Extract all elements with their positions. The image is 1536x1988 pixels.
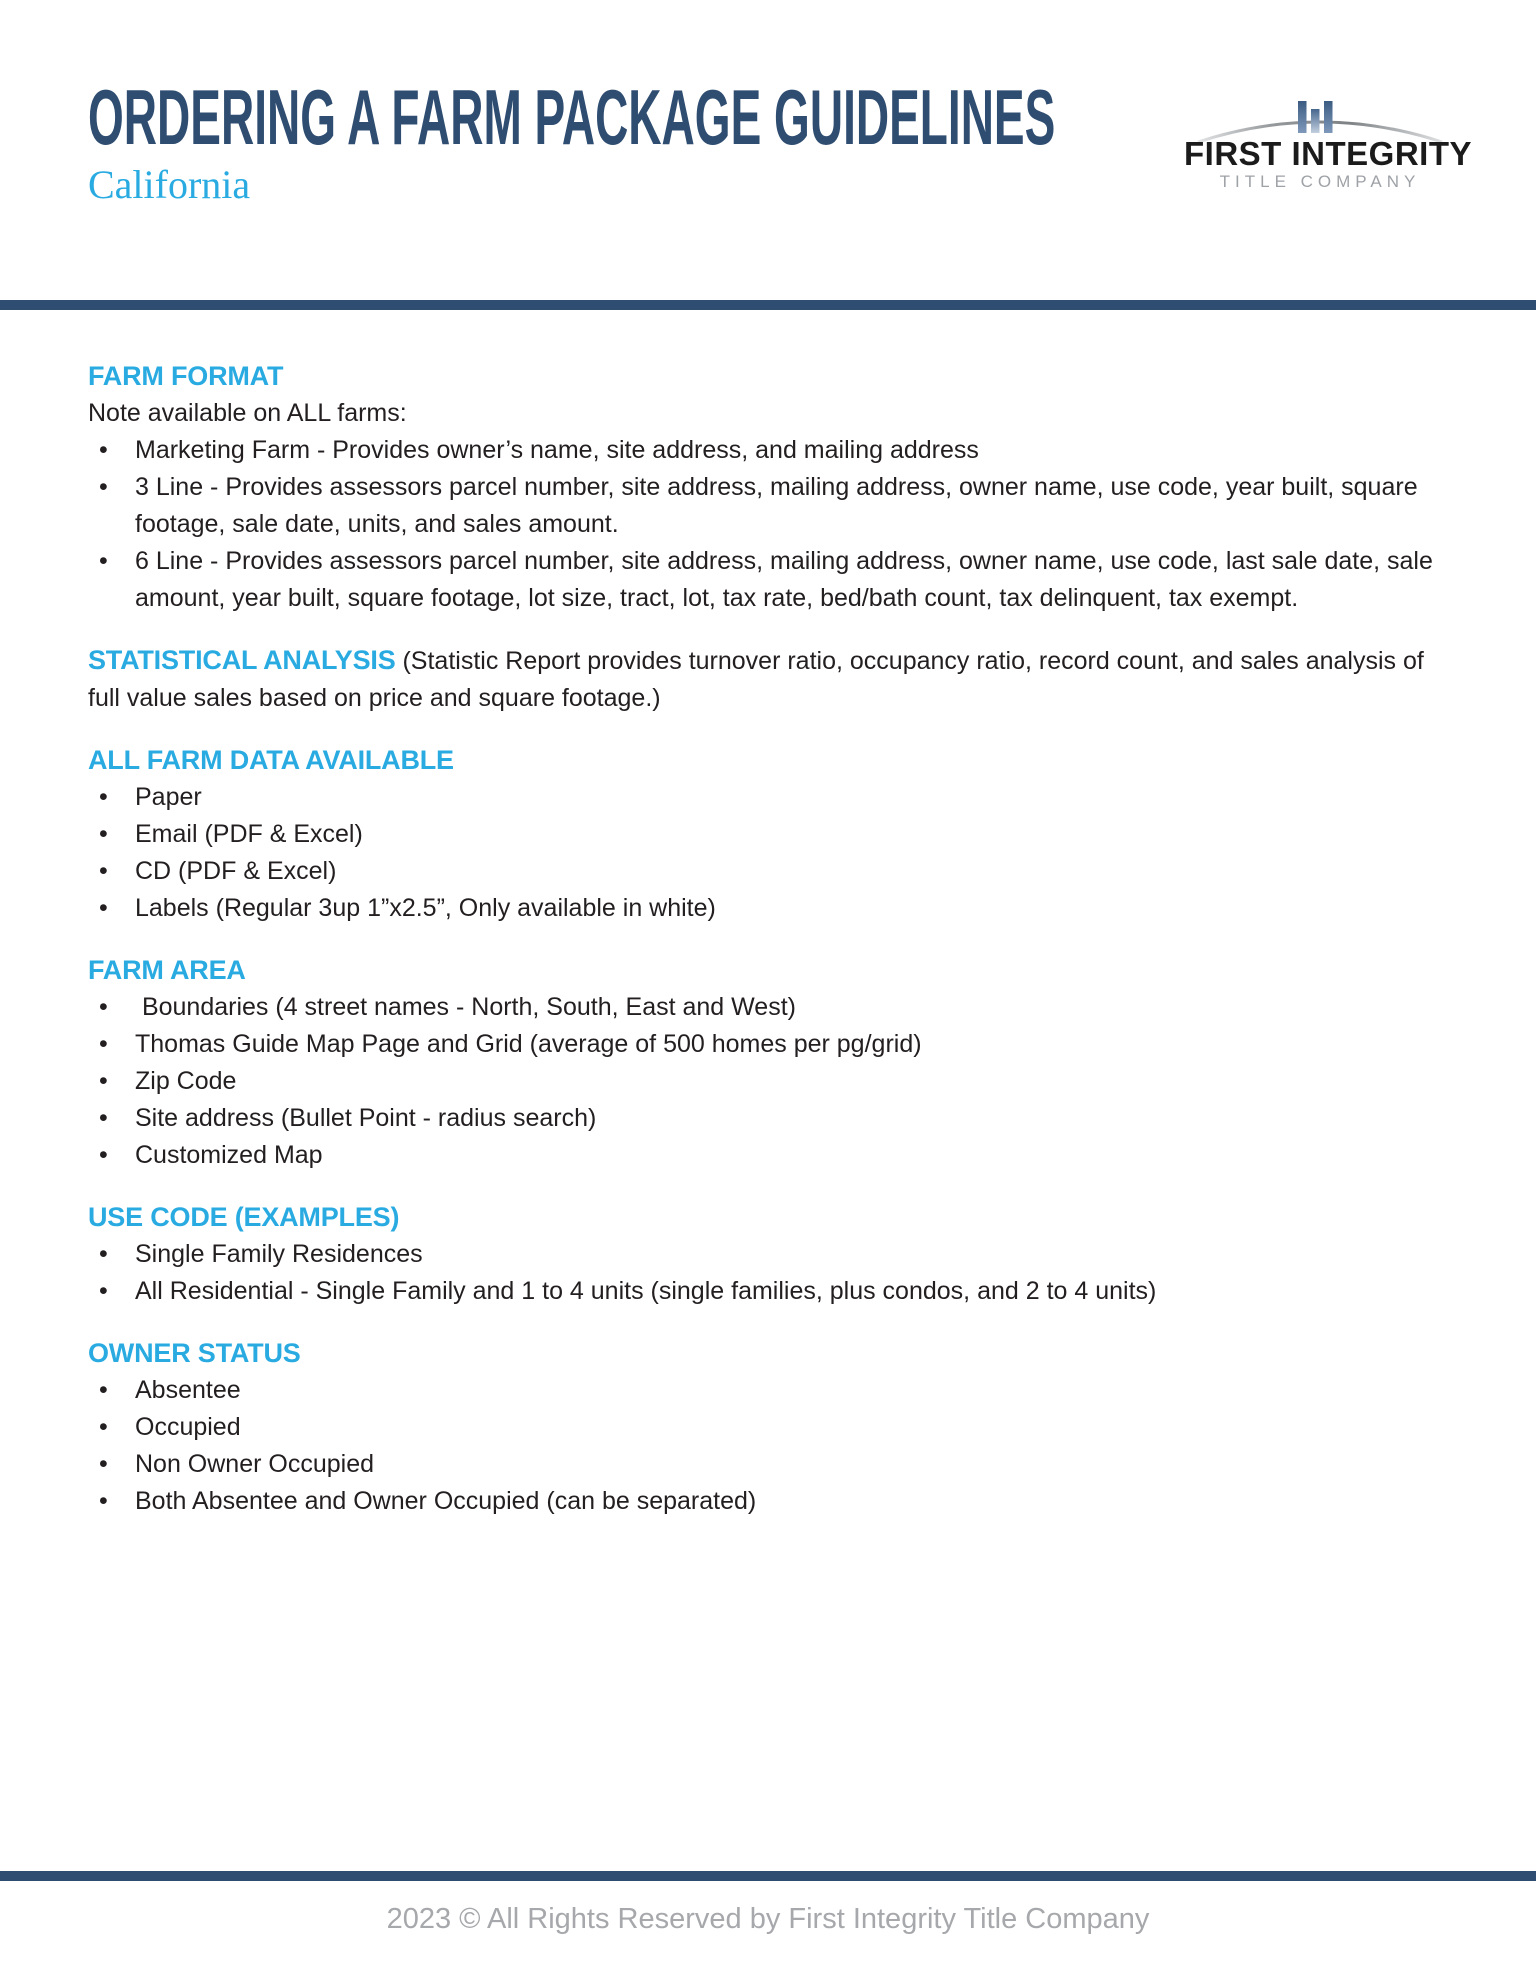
section-intro: (Statistic Report provides turnover ratio, occupancy ratio, record count, and sales analysis of full value sales based on price and square footage.) xyxy=(88,647,1424,712)
bullet-item: • All Residential - Single Family and 1 to 4 units (single families, plus condos, and 2 to 4 units) xyxy=(88,1273,1436,1310)
bullet-item: • Single Family Residences xyxy=(88,1236,1436,1273)
section-bullets xyxy=(88,1236,1436,1310)
section-bullets xyxy=(88,1372,1436,1520)
logo-company-name: FIRST INTEGRITY xyxy=(1184,135,1472,172)
section-farm-area xyxy=(88,952,1436,1174)
page-subtitle: California xyxy=(88,162,251,207)
section-bullets xyxy=(88,779,1436,927)
section-use-code-examples xyxy=(88,1199,1436,1310)
footer-divider xyxy=(0,1871,1536,1881)
first-integrity-logo xyxy=(1184,92,1472,192)
section-heading: USE CODE (EXAMPLES) xyxy=(88,1202,400,1232)
section-heading: STATISTICAL ANALYSIS xyxy=(88,645,396,675)
bullet-item: • Labels (Regular 3up 1”x2.5”, Only available in white) xyxy=(88,890,1436,927)
bullet-item: • Zip Code xyxy=(88,1063,1436,1100)
content xyxy=(88,358,1440,1545)
section-heading: FARM AREA xyxy=(88,955,246,985)
footer-copyright: 2023 © All Rights Reserved by First Integrity Title Company xyxy=(386,1903,1150,1935)
bullet-item: • Customized Map xyxy=(88,1137,1436,1174)
section-heading: ALL FARM DATA AVAILABLE xyxy=(88,745,454,775)
section-heading: OWNER STATUS xyxy=(88,1338,301,1368)
bullet-item: • Email (PDF & Excel) xyxy=(88,816,1436,853)
bullet-item: • Both Absentee and Owner Occupied (can be separated) xyxy=(88,1483,1436,1520)
logo-tagline: TITLE COMPANY xyxy=(1219,171,1421,191)
bullet-item: • Non Owner Occupied xyxy=(88,1446,1436,1483)
page-title: ORDERING A FARM PACKAGE GUIDELINES xyxy=(88,73,1056,161)
bullet-item: • Paper xyxy=(88,779,1436,816)
section-owner-status xyxy=(88,1335,1436,1520)
section-heading: FARM FORMAT xyxy=(88,361,284,391)
bullet-item: • CD (PDF & Excel) xyxy=(88,853,1436,890)
header-divider xyxy=(0,300,1536,310)
bullet-item: • 3 Line - Provides assessors parcel number, site address, mailing address, owner name, use code, year built, square footage, sale date, units, and sales amount. xyxy=(88,469,1436,543)
bullet-item: • Site address (Bullet Point - radius search) xyxy=(88,1100,1436,1137)
section-intro: Note available on ALL farms: xyxy=(88,399,407,427)
bullet-item: • Occupied xyxy=(88,1409,1436,1446)
section-all-farm-data-available xyxy=(88,742,1436,927)
bullet-item: • 6 Line - Provides assessors parcel number, site address, mailing address, owner name, use code, last sale date, sale amount, year built, square footage, lot size, tract, lot, tax rate, bed/bath count, tax delinquent, tax exempt. xyxy=(88,543,1436,617)
bullet-item: • Marketing Farm - Provides owner’s name, site address, and mailing address xyxy=(88,432,1436,469)
bullet-item: • Boundaries (4 street names - North, South, East and West) xyxy=(88,989,1436,1026)
bullet-item: • Absentee xyxy=(88,1372,1436,1409)
section-bullets xyxy=(88,989,1436,1174)
bullet-item: • Thomas Guide Map Page and Grid (average of 500 homes per pg/grid) xyxy=(88,1026,1436,1063)
section-statistical-analysis xyxy=(88,642,1436,717)
section-bullets xyxy=(88,432,1440,617)
section-farm-format xyxy=(88,358,1440,617)
